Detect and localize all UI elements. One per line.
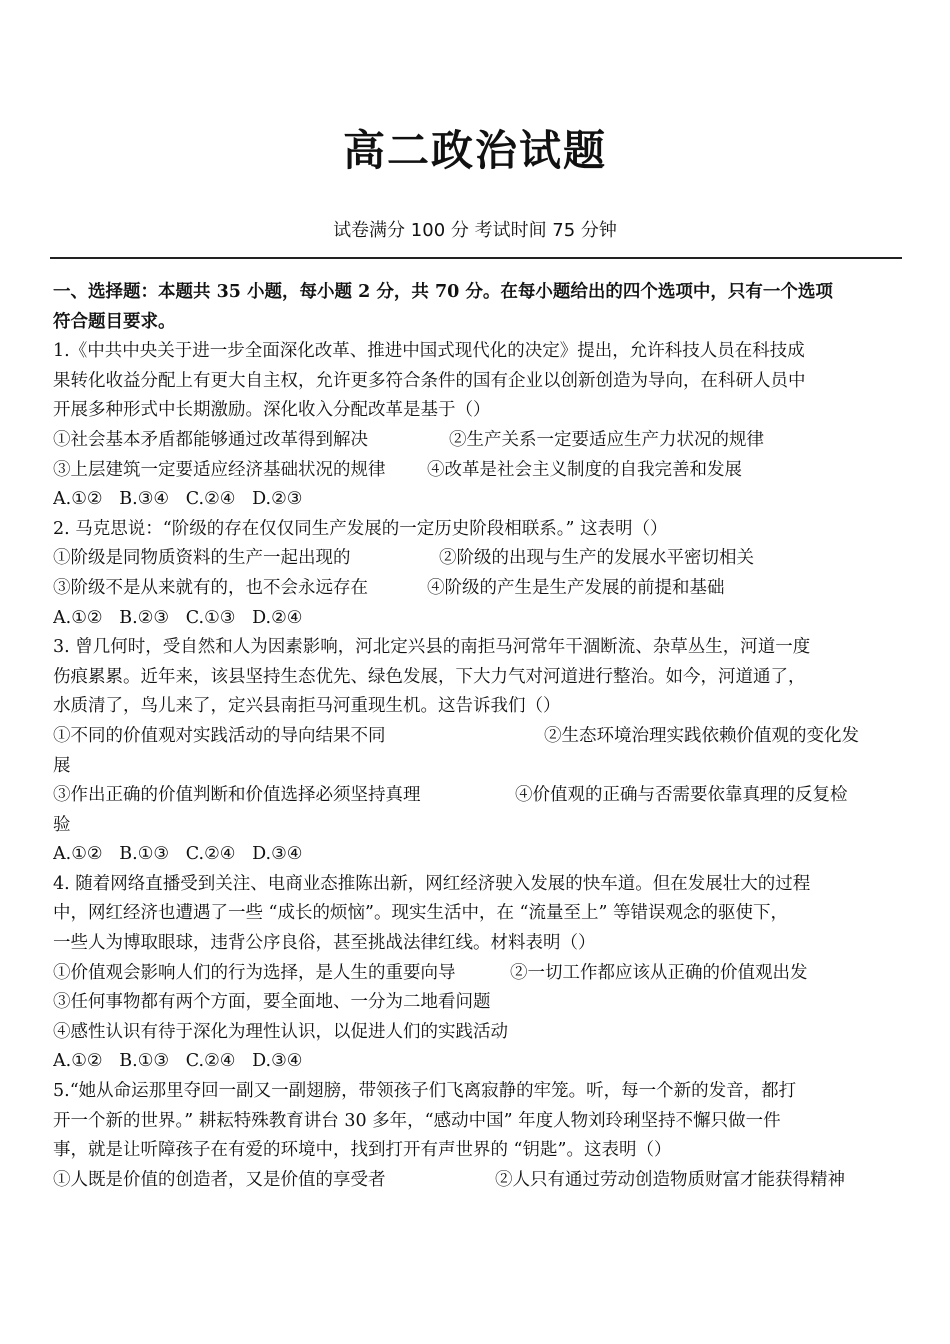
option-2-continued: 展 bbox=[53, 755, 71, 776]
option-1: ①不同的价值观对实践活动的导向结果不同 bbox=[53, 725, 386, 746]
option-row bbox=[53, 456, 901, 486]
option-2: ②人只有通过劳动创造物质财富才能获得精神 bbox=[495, 1169, 845, 1190]
answer-choices: A.①② B.①③ C.②④ D.③④ bbox=[53, 1051, 303, 1072]
answer-choices: A.①② B.③④ C.②④ D.②③ bbox=[53, 489, 303, 510]
question-stem: 开展多种形式中长期激励。深化收入分配改革是基于（） bbox=[53, 400, 491, 421]
option-row bbox=[53, 574, 901, 604]
answer-choices: A.①② B.①③ C.②④ D.③④ bbox=[53, 844, 303, 865]
question-1 bbox=[53, 337, 901, 515]
option-row bbox=[53, 1166, 901, 1196]
option-4-continued: 验 bbox=[53, 814, 71, 835]
question-5 bbox=[53, 1077, 901, 1195]
option-2: ②生产关系一定要适应生产力状况的规律 bbox=[449, 429, 764, 450]
option-4: ④阶级的产生是生产发展的前提和基础 bbox=[427, 577, 725, 598]
question-stem: 4. 随着网络直播受到关注、电商业态推陈出新，网红经济驶入发展的快车道。但在发展壮大的过程 bbox=[53, 873, 811, 894]
option-4: ④改革是社会主义制度的自我完善和发展 bbox=[427, 459, 742, 480]
option-4: ④价值观的正确与否需要依靠真理的反复检 bbox=[515, 785, 848, 806]
option-4: ④感性认识有待于深化为理性认识，以促进人们的实践活动 bbox=[53, 1021, 508, 1042]
option-3: ③阶级不是从来就有的，也不会永远存在 bbox=[53, 577, 368, 598]
question-4 bbox=[53, 870, 901, 1077]
answer-choices: A.①② B.②③ C.①③ D.②④ bbox=[53, 607, 303, 628]
option-3: ③任何事物都有两个方面，要全面地、一分为二地看问题 bbox=[53, 992, 491, 1013]
question-stem: 中，网红经济也遭遇了一些 “成长的烦恼”。现实生活中，在 “流量至上” 等错误观念的驱使下， bbox=[53, 903, 788, 924]
option-3: ③上层建筑一定要适应经济基础状况的规律 bbox=[53, 459, 386, 480]
question-stem: 2. 马克思说：“阶级的存在仅仅同生产发展的一定历史阶段相联系。” 这表明（） bbox=[53, 518, 668, 539]
option-3: ③作出正确的价值判断和价值选择必须坚持真理 bbox=[53, 785, 421, 806]
question-stem: 5.“她从命运那里夺回一副又一副翅膀，带领孩子们飞离寂静的牢笼。听，每一个新的发音，都打 bbox=[53, 1081, 797, 1102]
header-divider bbox=[50, 257, 902, 259]
page-title: 高二政治试题 bbox=[342, 126, 607, 175]
section-heading: 一、选择题：本题共 35 小题，每小题 2 分，共 70 分。在每小题给出的四个选项中，只有一个选项 bbox=[53, 282, 833, 302]
option-row bbox=[53, 781, 901, 811]
option-1: ①社会基本矛盾都能够通过改革得到解决 bbox=[53, 429, 368, 450]
question-stem: 1.《中共中央关于进一步全面深化改革、推进中国式现代化的决定》提出，允许科技人员在科技成 bbox=[53, 341, 805, 362]
option-row bbox=[53, 959, 901, 989]
question-stem: 伤痕累累。近年来，该县坚持生态优先、绿色发展，下大力气对河道进行整治。如今，河道通了， bbox=[53, 666, 806, 687]
question-stem: 开一个新的世界。” 耕耘特殊教育讲台 30 多年，“感动中国” 年度人物刘玲琍坚持不懈只做一件 bbox=[53, 1110, 781, 1131]
question-2 bbox=[53, 515, 901, 633]
question-stem: 事，就是让听障孩子在有爱的环境中，找到打开有声世界的 “钥匙”。这表明（） bbox=[53, 1140, 672, 1161]
option-1: ①阶级是同物质资料的生产一起出现的 bbox=[53, 548, 351, 569]
option-2: ②一切工作都应该从正确的价值观出发 bbox=[510, 962, 808, 983]
option-row bbox=[53, 426, 901, 456]
option-2: ②阶级的出现与生产的发展水平密切相关 bbox=[439, 548, 754, 569]
question-stem: 3. 曾几何时，受自然和人为因素影响，河北定兴县的南拒马河常年干涸断流、杂草丛生，河道一度 bbox=[53, 637, 811, 658]
exam-content bbox=[53, 278, 901, 1195]
option-row bbox=[53, 722, 901, 752]
option-2: ②生态环境治理实践依赖价值观的变化发 bbox=[544, 725, 859, 746]
question-stem: 一些人为博取眼球，违背公序良俗，甚至挑战法律红线。材料表明（） bbox=[53, 933, 596, 954]
question-stem: 果转化收益分配上有更大自主权，允许更多符合条件的国有企业以创新创造为导向，在科研人员中 bbox=[53, 370, 806, 391]
section-heading-cont: 符合题目要求。 bbox=[53, 311, 176, 332]
question-3 bbox=[53, 633, 901, 870]
option-1: ①价值观会影响人们的行为选择，是人生的重要向导 bbox=[53, 962, 456, 983]
exam-info: 试卷满分 100 分 考试时间 75 分钟 bbox=[333, 220, 617, 241]
option-1: ①人既是价值的创造者，又是价值的享受者 bbox=[53, 1169, 386, 1190]
option-row bbox=[53, 544, 901, 574]
question-stem: 水质清了，鸟儿来了，定兴县南拒马河重现生机。这告诉我们（） bbox=[53, 696, 561, 717]
